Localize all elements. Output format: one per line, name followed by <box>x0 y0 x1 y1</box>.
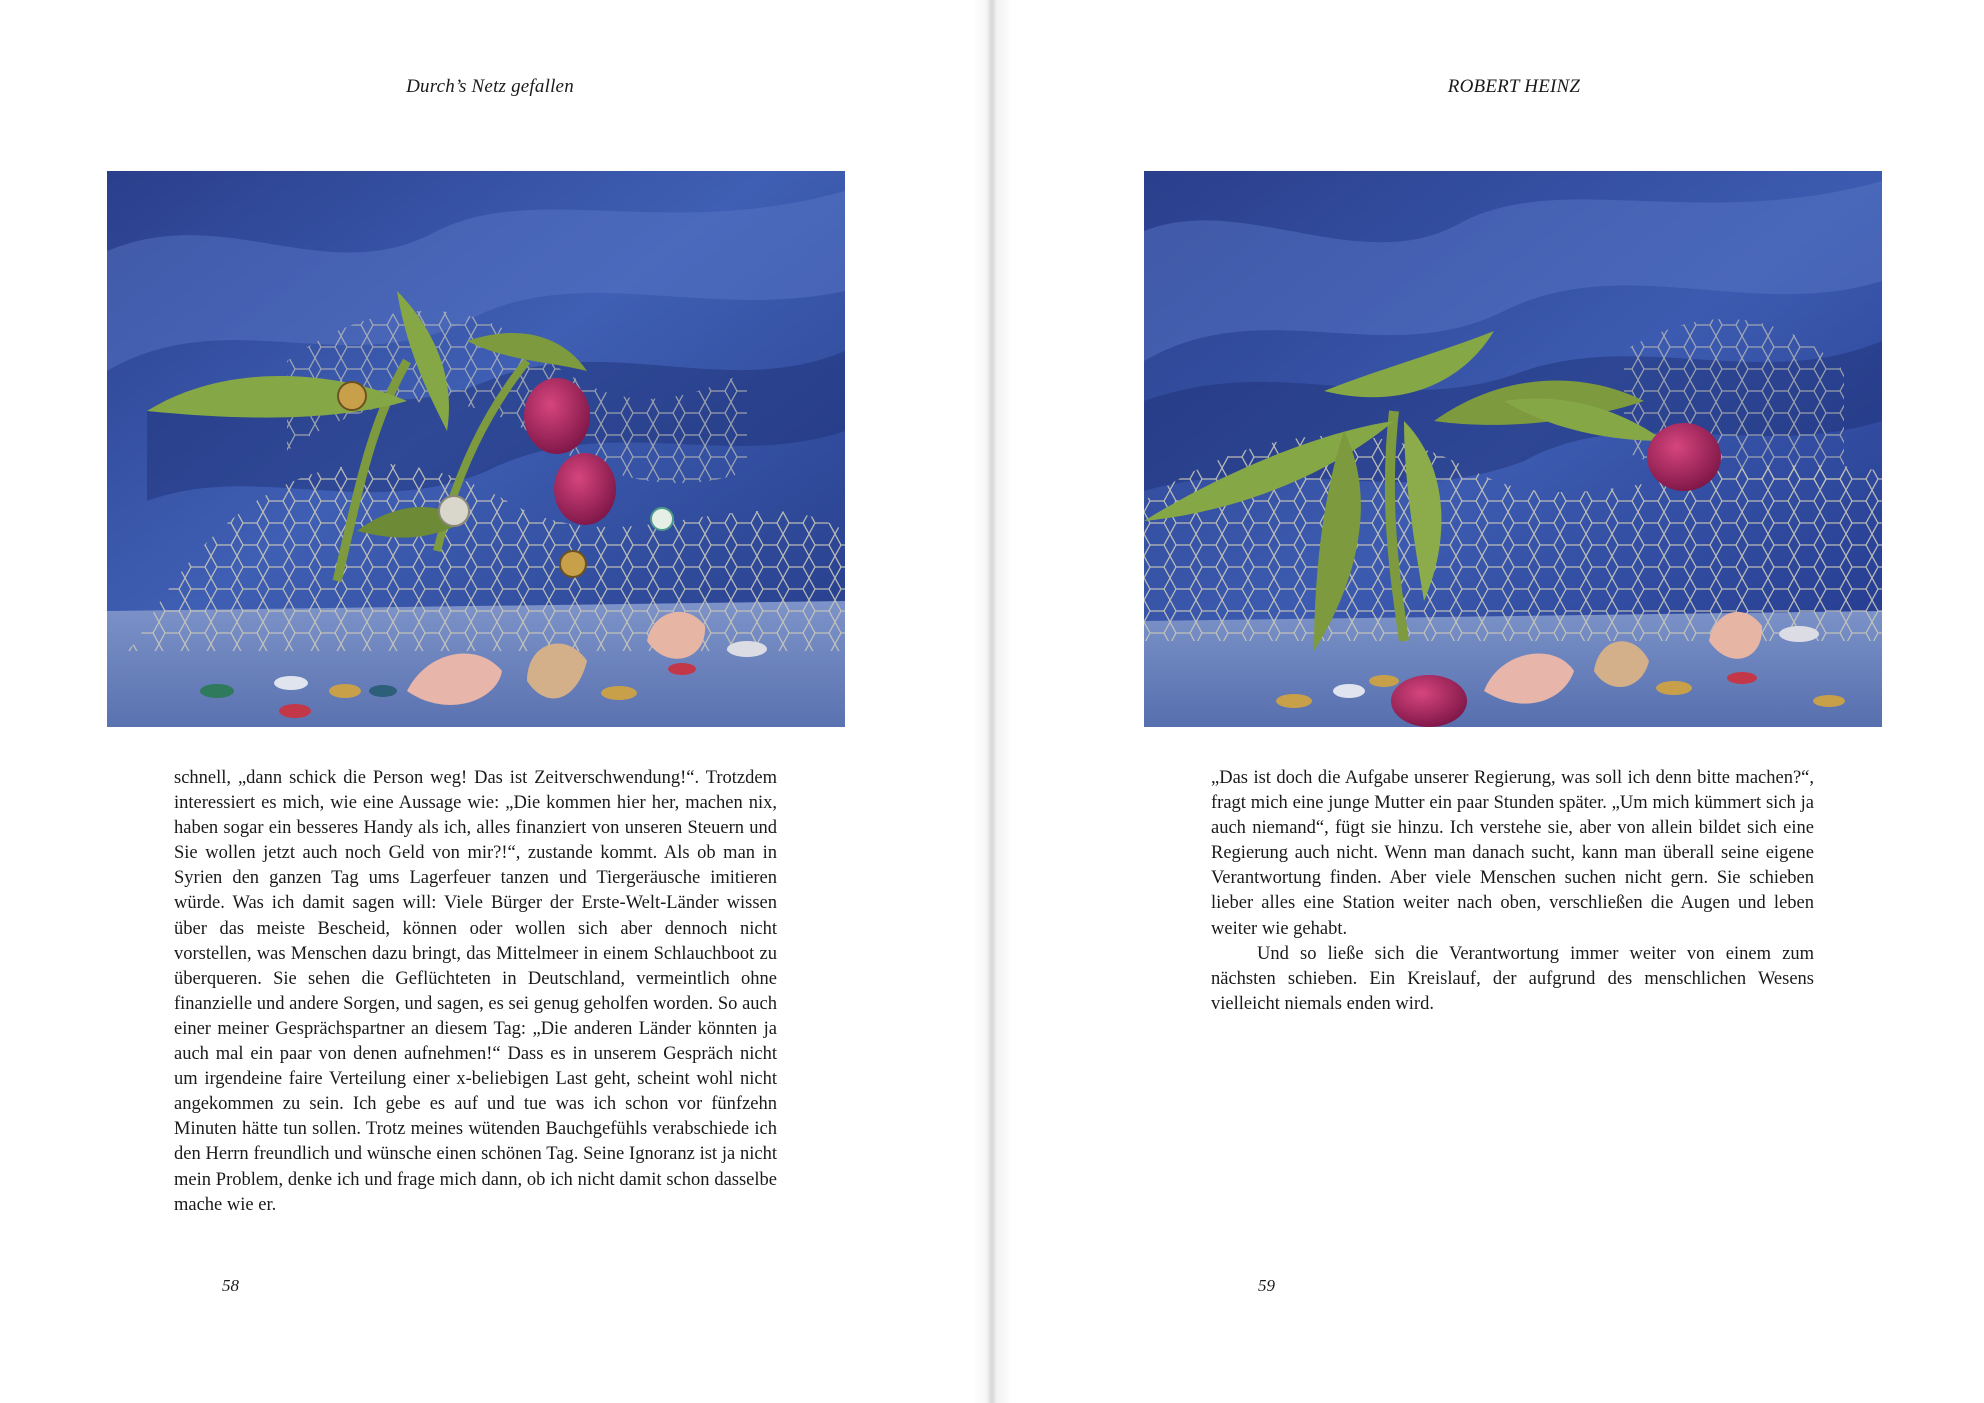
body-text <box>174 766 777 1218</box>
photo-tulips-net-right <box>1144 171 1882 727</box>
running-head-author: ROBERT HEINZ <box>1447 76 1581 97</box>
paragraph: „Das ist doch die Aufgabe unserer Regierung, was soll ich denn bitte machen?“, fragt mich eine junge Mutter ein paar Stunden später. „Um mich kümmert sich ja auch niemand“, fügt sie hinzu. Ich verstehe sie, aber von allein bildet sich eine Regierung auch nicht. Wenn man danach sucht, kann man überall seine eigene Verantwortung finden. Aber viele Menschen suchen nicht gern. Sie schieben lieber alles eine Station weiter nach oben, verschließen die Augen und leben weiter wie gehabt. <box>1211 768 1814 939</box>
right-page <box>994 0 1984 1403</box>
paragraph: schnell, „dann schick die Person weg! Das ist Zeitverschwendung!“. Trotzdem interessiert es mich, wie eine Aussage wie: „Die kommen hier her, machen nix, haben sogar ein besseres Handy als ich, alles finanziert von unseren Steuern und Sie wollen jetzt auch noch Geld von mir?!“, zustande kommt. Als ob man in Syrien den ganzen Tag ums Lagerfeuer tanzen und Tiergeräusche imitieren würde. Was ich damit sagen will: Viele Bürger der Erste-Welt-Länder wissen über das meiste Bescheid, können oder wollen sich aber dennoch nicht vorstellen, was Menschen dazu bringt, das Mittelmeer in einem Schlauchboot zu überqueren. Sie sehen die Geflüchteten in Deutschland, vermeintlich ohne finanzielle und andere Sorgen, und sagen, es sei genug geholfen worden. So auch einer meiner Gesprächspartner an diesem Tag: „Die anderen Länder könnten ja auch mal ein paar von denen aufnehmen!“ Dass es in unserem Gespräch nicht um irgendeine faire Verteilung einer x-beliebigen Last geht, scheint wohl nicht angekommen zu sein. Ich gebe es auf und tue was ich schon vor fünfzehn Minuten hätte tun sollen. Trotz meines wütenden Bauchgefühls verabschiede ich den Herrn freundlich und wünsche einen schönen Tag. Seine Ignoranz ist ja nicht mein Problem, denke ich und frage mich dann, ob ich nicht damit schon dasselbe mache wie er. <box>174 768 777 1215</box>
paragraph: Und so ließe sich die Verantwortung immer weiter von einem zum nächsten schieben. Ein Kreislauf, der aufgrund des menschlichen Wesens vielleicht niemals enden wird. <box>1211 943 1814 1014</box>
photo-tulips-net-left <box>107 171 845 727</box>
page-number: 58 <box>222 1276 239 1295</box>
left-page <box>0 0 990 1403</box>
body-text <box>1211 766 1814 1017</box>
page-number: 59 <box>1258 1276 1275 1295</box>
book-gutter <box>972 0 1012 1403</box>
running-head-title: Durch’s Netz gefallen <box>406 76 574 97</box>
